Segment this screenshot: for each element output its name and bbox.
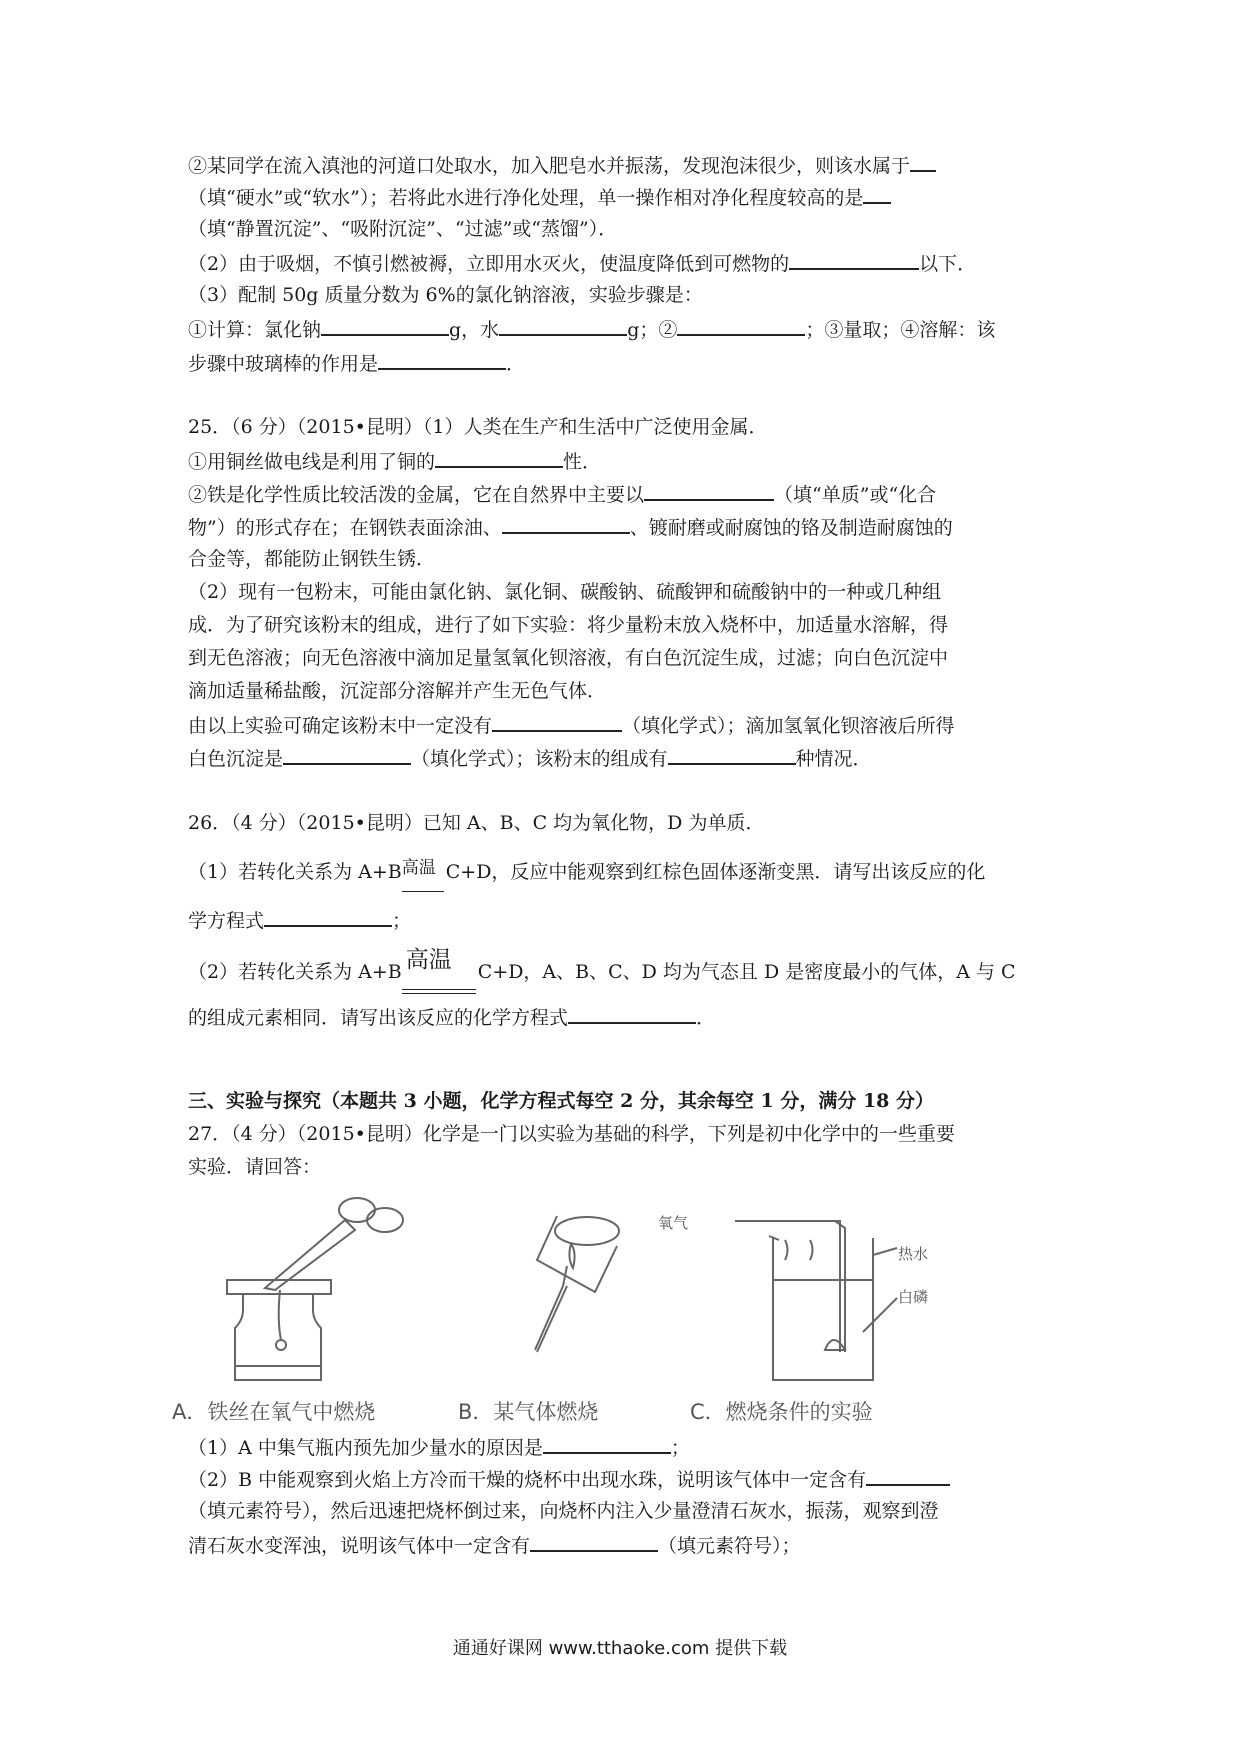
text-line: （填元素符号），然后迅速把烧杯倒过来，向烧杯内注入少量澄清石灰水，振荡，观察到澄 [188, 1500, 939, 1522]
answer-blank[interactable] [863, 184, 891, 204]
answer-blank[interactable] [321, 316, 449, 336]
text-line: 白色沉淀是 （填化学式）；该粉末的组成有 种情况． [188, 745, 872, 771]
figure-a-caption: A．铁丝在氧气中燃烧 [172, 1400, 376, 1424]
figure-b-caption: B．某气体燃烧 [458, 1400, 599, 1424]
answer-blank[interactable] [378, 350, 506, 370]
text-line: 到无色溶液；向无色溶液中滴加足量氢氧化钡溶液，有白色沉淀生成，过滤；向白色沉淀中 [188, 647, 949, 669]
experiment-figures [185, 1180, 1055, 1390]
answer-blank[interactable] [910, 152, 936, 172]
hot-water-label: 热水 [898, 1245, 929, 1263]
section-3-heading: 三、实验与探究（本题共 3 小题，化学方程式每空 2 分，其余每空 1 分，满分 18 分） [188, 1090, 935, 1112]
answer-blank[interactable] [644, 481, 774, 501]
combustion-condition-figure [735, 1221, 897, 1380]
text-line: 清石灰水变浑浊，说明该气体中一定含有 （填元素符号）； [188, 1532, 801, 1558]
text-line: ①计算：氯化钠 g，水 g；② ；③量取；④溶解：该 [188, 316, 995, 342]
answer-blank[interactable] [789, 250, 919, 270]
answer-blank[interactable] [264, 907, 392, 927]
oxygen-label: 氧气 [658, 1214, 689, 1232]
text-line: ②某同学在流入滇池的河道口处取水，加入肥皂水并振荡，发现泡沫很少，则该水属于 [188, 152, 936, 178]
text-line: 的组成元素相同．请写出该反应的化学方程式 ． [188, 1004, 715, 1030]
text-line: 物”）的形式存在；在钢铁表面涂油、 、镀耐磨或耐腐蚀的铬及制造耐腐蚀的 [188, 514, 953, 540]
text-line: （2）现有一包粉末，可能由氯化钠、氯化铜、碳酸钠、硫酸钾和硫酸钠中的一种或几种组 [188, 581, 942, 603]
text-line: 由以上实验可确定该粉末中一定没有 （填化学式）；滴加氢氧化钡溶液后所得 [188, 712, 955, 738]
text-line: 步骤中玻璃棒的作用是 ． [188, 350, 525, 376]
answer-blank[interactable] [283, 745, 411, 765]
answer-blank[interactable] [543, 1434, 671, 1454]
text-line: （1）A 中集气瓶内预先加少量水的原因是 ； [188, 1434, 690, 1460]
answer-blank[interactable] [492, 712, 622, 732]
answer-blank[interactable] [435, 448, 563, 468]
text-line: （填“静置沉淀”、“吸附沉淀”、“过滤”或“蒸馏”）． [188, 218, 618, 240]
iron-wire-jar-figure [227, 1198, 403, 1380]
answer-blank[interactable] [866, 1466, 950, 1486]
question-27-header: 27．（4 分）（2015•昆明）化学是一门以实验为基础的科学，下列是初中化学中的一些重要 [188, 1123, 955, 1145]
text-line: ②铁是化学性质比较活泼的金属，它在自然界中主要以 （填“单质”或“化合 [188, 481, 936, 507]
text-line: 滴加适量稀盐酸，沉淀部分溶解并产生无色气体． [188, 680, 607, 702]
text-line: 实验．请回答： [188, 1156, 322, 1178]
text-line: （2）若转化关系为 A+B 高温 C+D，A、B、C、D 均为气态且 D 是密度最小的气体，A 与 C [188, 960, 1016, 984]
text-line: （3）配制 50g 质量分数为 6%的氯化钠溶液，实验步骤是： [188, 284, 703, 306]
answer-blank[interactable] [502, 514, 630, 534]
white-phosphorus-label: 白磷 [898, 1288, 929, 1306]
text-line: （2）B 中能观察到火焰上方冷而干燥的烧杯中出现水珠，说明该气体中一定含有 [188, 1466, 950, 1492]
answer-blank[interactable] [499, 316, 627, 336]
question-26-header: 26．（4 分）（2015•昆明）已知 A、B、C 均为氧化物，D 为单质． [188, 812, 765, 834]
text-line: （填“硬水”或“软水”）；若将此水进行净化处理，单一操作相对净化程度较高的是 [188, 184, 891, 210]
text-line: ①用铜丝做电线是利用了铜的 性． [188, 448, 601, 474]
text-line: （2）由于吸烟，不慎引燃被褥，立即用水灭火，使温度降低到可燃物的 以下． [188, 250, 976, 276]
text-line: 合金等，都能防止钢铁生锈． [188, 548, 436, 570]
figure-c-caption: C．燃烧条件的实验 [690, 1400, 873, 1424]
text-line: 成．为了研究该粉末的组成，进行了如下实验：将少量粉末放入烧杯中，加适量水溶解，得 [188, 614, 949, 636]
answer-blank[interactable] [677, 316, 805, 336]
text-line: （1）若转化关系为 A+B 高温 C+D，反应中能观察到红棕色固体逐渐变黑．请写出该反应的化 [188, 860, 985, 884]
answer-blank[interactable] [568, 1004, 696, 1024]
answer-blank[interactable] [668, 745, 796, 765]
text-line: 学方程式 ； [188, 907, 411, 933]
answer-blank[interactable] [530, 1532, 658, 1552]
question-25-header: 25．（6 分）（2015•昆明）（1）人类在生产和生活中广泛使用金属． [188, 416, 768, 438]
gas-burning-figure [535, 1216, 619, 1352]
footer-watermark: 通通好课网 www.tthaoke.com 提供下载 [452, 1638, 788, 1659]
